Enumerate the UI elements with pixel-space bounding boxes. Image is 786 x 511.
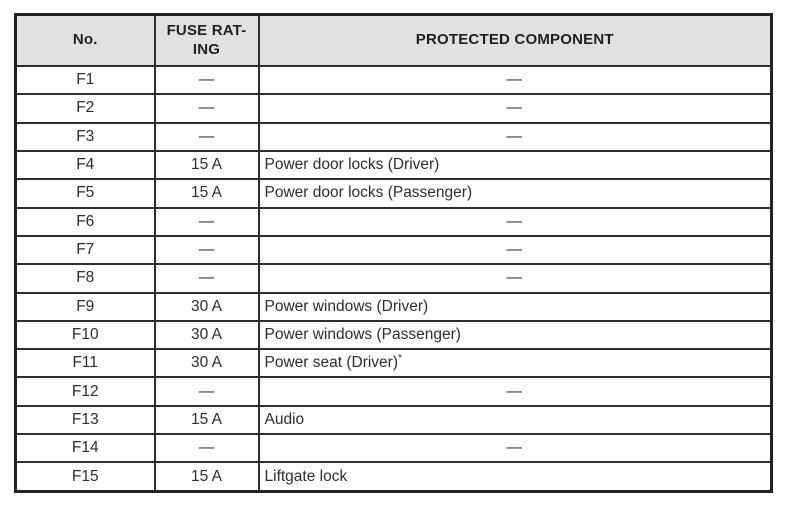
fuse-no-cell: F3	[16, 123, 155, 151]
component-cell: —	[259, 66, 772, 94]
component-cell: —	[259, 377, 772, 405]
footnote-asterisk: *	[398, 353, 402, 365]
table-row	[16, 123, 772, 151]
header-row	[16, 15, 772, 67]
table-row	[16, 264, 772, 292]
table-row	[16, 236, 772, 264]
fuse-no-cell: F10	[16, 321, 155, 349]
component-cell: Power windows (Driver)	[259, 293, 772, 321]
fuse-no-cell: F8	[16, 264, 155, 292]
fuse-rating-cell: —	[155, 377, 259, 405]
table-row	[16, 462, 772, 491]
fuse-rating-cell: 15 A	[155, 179, 259, 207]
table-row	[16, 434, 772, 462]
table-row	[16, 349, 772, 377]
fuse-rating-cell: 15 A	[155, 151, 259, 179]
fuse-no-cell: F11	[16, 349, 155, 377]
component-cell: —	[259, 434, 772, 462]
fuse-rating-cell: —	[155, 434, 259, 462]
fuse-rating-cell: —	[155, 123, 259, 151]
header-fuse-rating	[155, 15, 259, 67]
fuse-rating-cell: —	[155, 208, 259, 236]
table-row	[16, 179, 772, 207]
fuse-rating-cell: 30 A	[155, 293, 259, 321]
fuse-rating-cell: 30 A	[155, 349, 259, 377]
fuse-no-cell: F13	[16, 406, 155, 434]
fuse-rating-cell: —	[155, 66, 259, 94]
table-row	[16, 208, 772, 236]
fuse-rating-cell: —	[155, 264, 259, 292]
fuse-table	[14, 13, 773, 493]
table-row	[16, 377, 772, 405]
component-cell: —	[259, 94, 772, 122]
table-row	[16, 406, 772, 434]
component-cell: —	[259, 236, 772, 264]
fuse-no-cell: F1	[16, 66, 155, 94]
fuse-rating-cell: —	[155, 236, 259, 264]
component-cell: —	[259, 123, 772, 151]
table-row	[16, 293, 772, 321]
fuse-no-cell: F15	[16, 462, 155, 491]
header-fuse-rating-line1: FUSE RAT-	[166, 21, 247, 39]
table-row	[16, 94, 772, 122]
fuse-rating-cell: 15 A	[155, 462, 259, 491]
table-row	[16, 66, 772, 94]
header-no: No.	[16, 15, 155, 67]
fuse-no-cell: F2	[16, 94, 155, 122]
fuse-no-cell: F4	[16, 151, 155, 179]
fuse-no-cell: F5	[16, 179, 155, 207]
fuse-rating-cell: —	[155, 94, 259, 122]
fuse-rating-cell: 15 A	[155, 406, 259, 434]
component-cell: Power door locks (Driver)	[259, 151, 772, 179]
table-row	[16, 151, 772, 179]
table-row	[16, 321, 772, 349]
component-cell: —	[259, 264, 772, 292]
component-text: Power seat (Driver)	[264, 354, 398, 372]
component-cell: —	[259, 208, 772, 236]
fuse-no-cell: F6	[16, 208, 155, 236]
fuse-no-cell: F9	[16, 293, 155, 321]
header-protected-component: PROTECTED COMPONENT	[259, 15, 772, 67]
component-cell	[259, 349, 772, 377]
fuse-no-cell: F12	[16, 377, 155, 405]
header-fuse-rating-line2: ING	[192, 40, 221, 58]
component-cell: Power windows (Passenger)	[259, 321, 772, 349]
component-cell: Audio	[259, 406, 772, 434]
fuse-rating-cell: 30 A	[155, 321, 259, 349]
fuse-no-cell: F7	[16, 236, 155, 264]
component-cell: Power door locks (Passenger)	[259, 179, 772, 207]
component-cell: Liftgate lock	[259, 462, 772, 491]
fuse-no-cell: F14	[16, 434, 155, 462]
